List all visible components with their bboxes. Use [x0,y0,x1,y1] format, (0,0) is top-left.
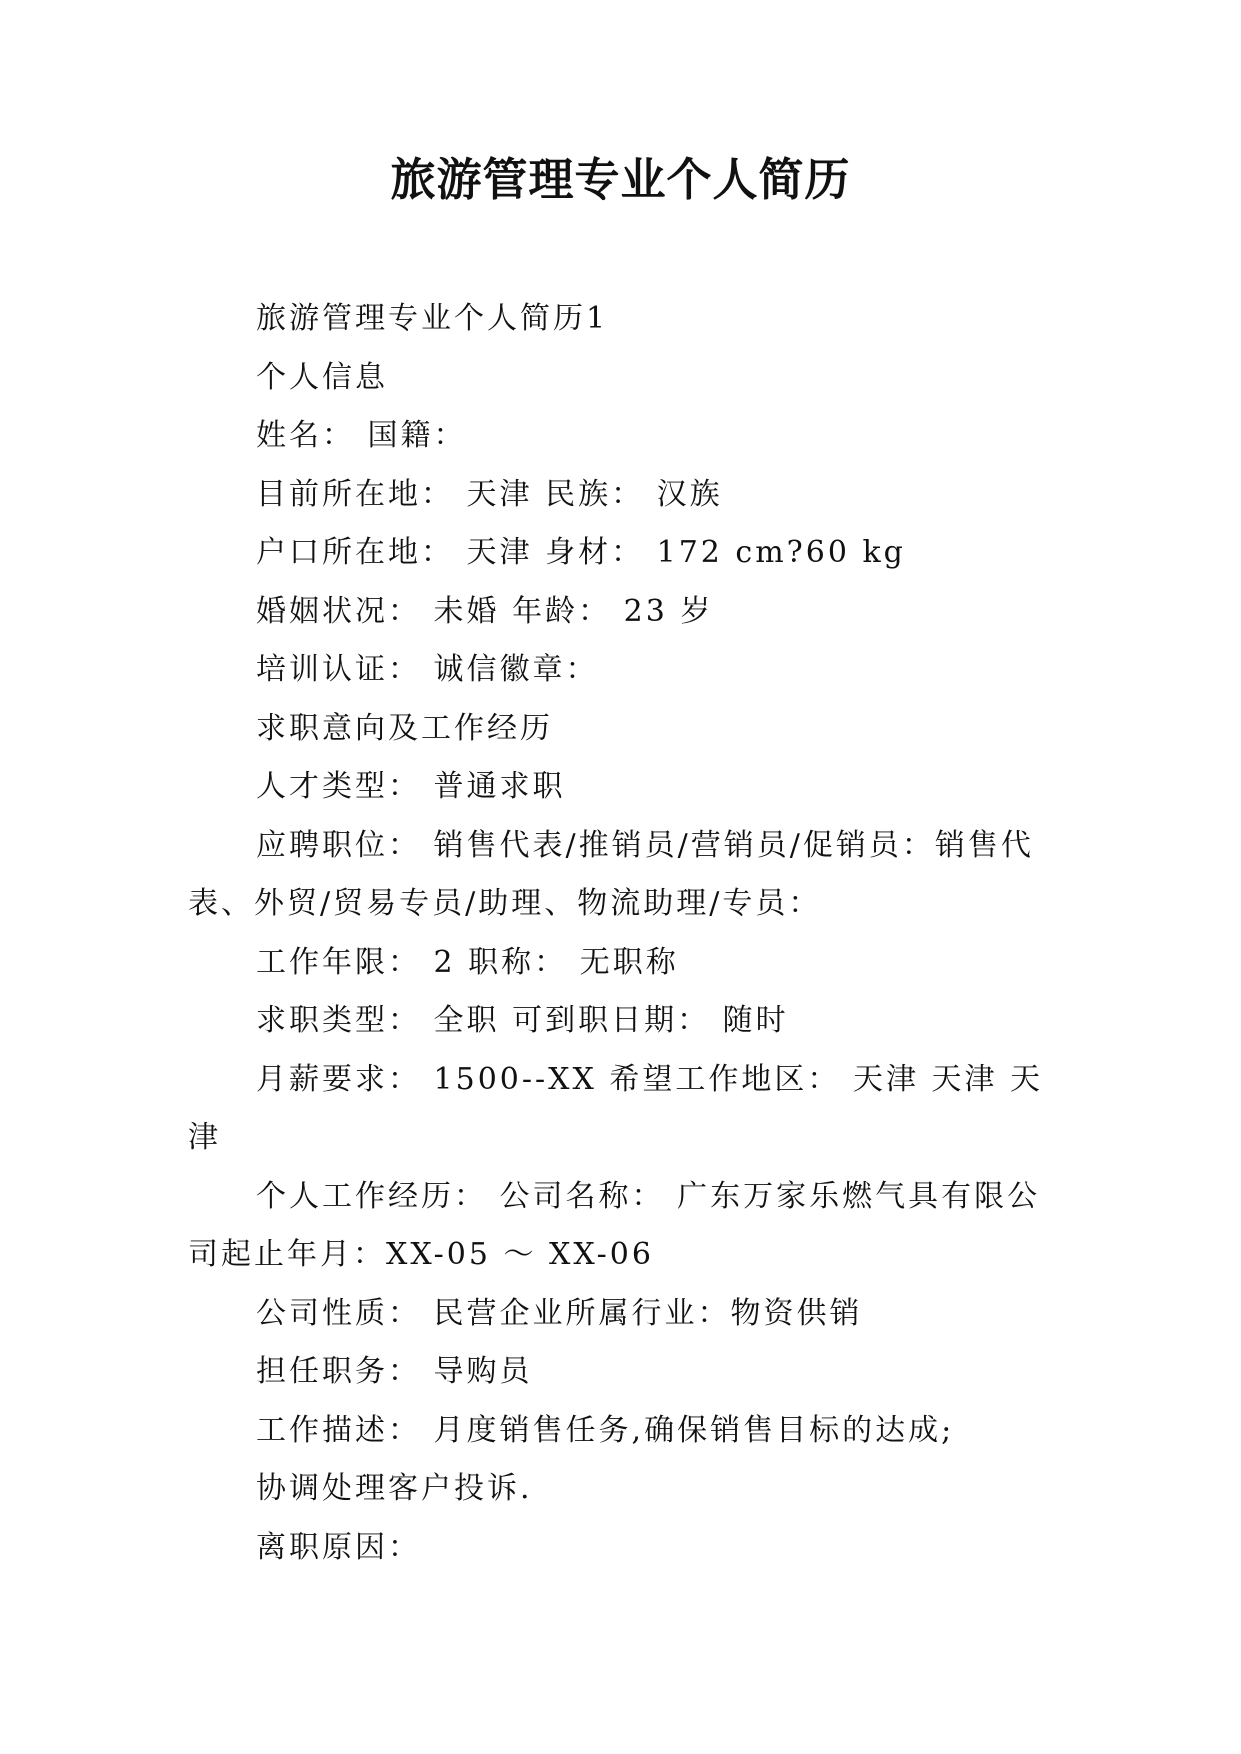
field-company-nature: 公司性质： 民营企业所属行业：物资供销 [256,1295,863,1331]
section-job-intention: 求职意向及工作经历 [256,710,553,746]
section-personal-info: 个人信息 [256,359,388,395]
field-name-nationality: 姓名： 国籍： [256,418,467,453]
field-leave-reason: 离职原因： [256,1529,421,1565]
field-location-ethnicity: 目前所在地： 天津 民族： 汉族 [256,476,723,512]
document-body [188,290,1058,1577]
field-talent-type: 人才类型： 普通求职 [256,769,566,804]
field-role: 担任职务： 导购员 [256,1354,533,1389]
document-title: 旅游管理专业个人简历 [390,153,851,206]
field-years-title: 工作年限： 2 职称： 无职称 [256,944,679,980]
field-job-description-cont: 协调处理客户投诉. [256,1471,533,1506]
field-hukou-build: 户口所在地： 天津 身材： 172 cm?60 kg [256,535,906,570]
field-marital-age: 婚姻状况： 未婚 年龄： 23 岁 [256,593,714,629]
field-job-description: 工作描述： 月度销售任务,确保销售目标的达成; [256,1412,955,1448]
field-certification: 培训认证： 诚信徽章： [256,652,599,687]
field-salary-region: 月薪要求： 1500--XX 希望工作地区： 天津 天津 天津 [188,1061,1044,1155]
field-job-type: 求职类型： 全职 可到职日期： 随时 [256,1003,789,1038]
field-work-experience: 个人工作经历： 公司名称： 广东万家乐燃气具有限公司起止年月：XX-05 ～ XX-06 [188,1178,1041,1272]
paragraph-heading: 旅游管理专业个人简历1 [256,301,609,336]
field-positions: 应聘职位： 销售代表/推销员/营销员/促销员：销售代表、外贸/贸易专员/助理、物流助理/专员： [188,827,1034,921]
